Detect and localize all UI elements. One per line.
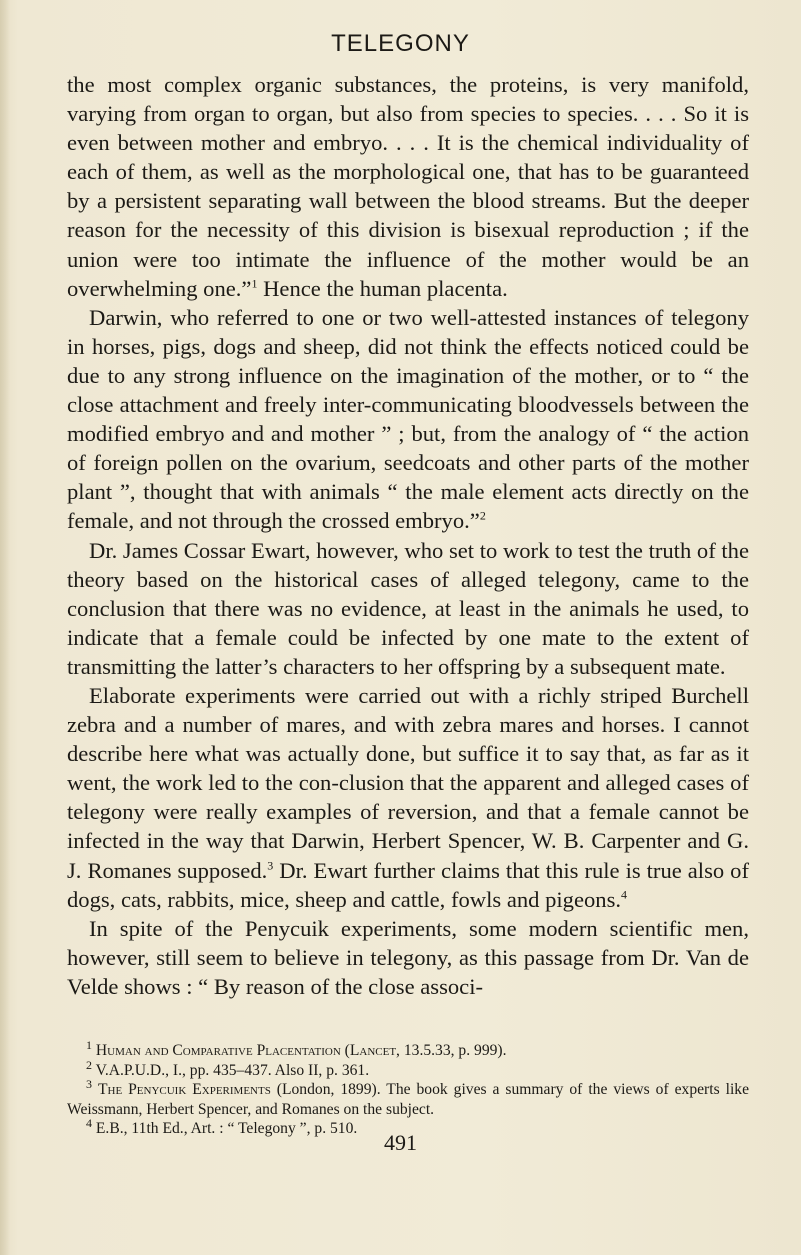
paragraph-5: In spite of the Penycuik experiments, some modern scientific men, however, still seem to believe in telegony, as this passage from Dr. Van de Velde shows : “ By reason of the close associ- bbox=[67, 915, 749, 999]
footnote-ref-1: 1 bbox=[251, 276, 258, 291]
footnote-3: $^3$ The Penycuik Experiments (London, 1899). The book gives a summary of the views of experts like Weissmann, Herbert Spencer, and Romanes on the subject. bbox=[67, 1076, 749, 1118]
footnote-ref-4: 4 bbox=[621, 887, 628, 902]
main-text bbox=[67, 70, 749, 1001]
footnote-ref-3: 3 bbox=[267, 858, 274, 872]
paragraph-2: Darwin, who referred to one or two well-attested instances of telegony in horses, pigs, dogs and sheep, did not think the effects noticed could be due to any strong influence on the imagination of the mother, or to “ the close attachment and freely inter-communicating bloodvessels between the modified embryo and and mother ” ; but, from the analogy of “ the action of foreign pollen on the ovarium, seedcoats and other parts of the mother plant ”, thought that with animals “ the male element acts directly on the female, and not through the crossed embryo.”$^2$ bbox=[67, 304, 749, 534]
running-title: TELEGONY bbox=[331, 30, 470, 57]
footnote-2: $^2$ V.A.P.U.D., I., pp. 435–437. Also II, p. 361. bbox=[86, 1057, 370, 1079]
paragraph-1: the most complex organic substances, the proteins, is very manifold, varying from organ to organ, but also from species to species. . . . So it is even between mother and embryo. . . . It is the chemical individuality of each of them, as well as the morphological one, that has to be guaranteed by a persistent separating wall between the blood streams. But the deeper reason for the necessity of this division is bisexual reproduction ; if the union were too intimate the influence of the mother would be an overwhelming one.”$^1$ Hence the human placenta. bbox=[67, 72, 749, 301]
footnote-1: $^1$ Human and Comparative Placentation (Lancet, 13.5.33, p. 999). bbox=[86, 1037, 507, 1059]
footnote-4: $^4$ E.B., 11th Ed., Art. : “ Telegony ”, p. 510. bbox=[86, 1115, 358, 1137]
paragraph-3: Dr. James Cossar Ewart, however, who set to work to test the truth of the theory based on the historical cases of alleged telegony, came to the conclusion that there was no evidence, at least in the animals he used, to indicate that a female could be infected by one mate to the extent of transmitting the latter’s characters to her offspring by a subsequent mate. bbox=[67, 537, 749, 679]
page-number: 491 bbox=[384, 1130, 417, 1155]
footnote-ref-2: 2 bbox=[479, 508, 486, 523]
paragraph-4: Elaborate experiments were carried out with a richly striped Burchell zebra and a number of mares, and with zebra mares and horses. I cannot describe here what was actually done, but suffice it to say that, as far as it went, the work led to the con-clusion that the apparent and alleged cases of telegony were really examples of reversion, and that a female cannot be infected in the way that Darwin, Herbert Spencer, W. B. Carpenter and G. J. Romanes supposed.$^3$ Dr. Ewart further claims that this rule is true also of dogs, cats, rabbits, mice, sheep and cattle, fowls and pigeons.$^4$ bbox=[67, 682, 749, 912]
footnotes bbox=[67, 1037, 749, 1139]
page-gutter-shadow bbox=[0, 0, 10, 1255]
